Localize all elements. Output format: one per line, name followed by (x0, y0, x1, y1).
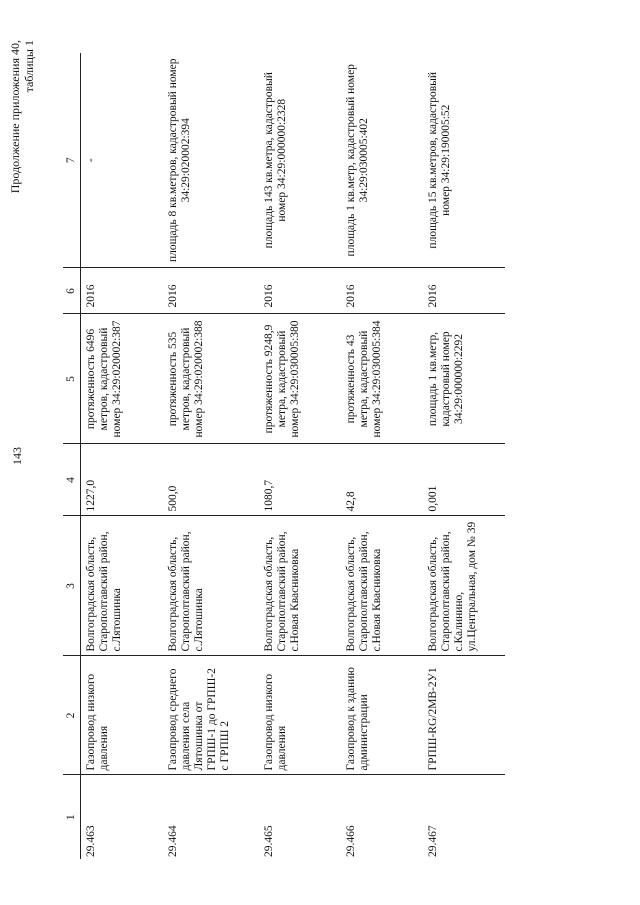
column-header: 6 (63, 268, 81, 314)
year-cell: 2016 (423, 268, 505, 314)
row-number-cell: 29.464 (167, 825, 179, 857)
object-name-cell: Газопровод низкого давления (81, 656, 164, 775)
address-cell: Волгоградская область, Старополтавский район, с.Новая Квасниковка (341, 516, 423, 656)
note-cell: площадь 1 кв.метр, кадастровый номер 34:29:030005:402 (341, 53, 423, 268)
value-cell: 1080,7 (259, 444, 341, 516)
row-number-cell: 29.466 (345, 825, 357, 857)
value-cell: 1227,0 (81, 444, 164, 516)
note-cell: площадь 15 кв.метров, кадастровый номер 34:29:190005:52 (423, 53, 505, 268)
characteristics-cell: протяженность 6496 метров, кадастровый номер 34:29:020002:387 (81, 314, 164, 444)
value-cell: 0,001 (423, 444, 505, 516)
row-number-cell: 29.463 (85, 825, 97, 857)
object-name-cell: ГРПШ-RG/2МВ-2У1 (423, 656, 505, 775)
characteristics-cell: протяженность 535 метров, кадастровый номер 34:29:020002:388 (163, 314, 259, 444)
column-number-row (63, 53, 81, 859)
year-cell: 2016 (259, 268, 341, 314)
address-cell: Волгоградская область, Старополтавский район, с.Новая Квасниковка (259, 516, 341, 656)
value-cell: 500,0 (163, 444, 259, 516)
column-header: 2 (63, 656, 81, 775)
address-cell: Волгоградская область, Старополтавский район, с.Калинино, ул.Центральная, дом № 39 (423, 516, 505, 656)
page-number: 143 (10, 447, 24, 465)
column-header: 7 (63, 53, 81, 268)
column-header: 1 (63, 775, 81, 859)
row-number-cell: 29.465 (263, 825, 275, 857)
column-header: 5 (63, 314, 81, 444)
value-cell: 42,8 (341, 444, 423, 516)
property-table (63, 53, 505, 859)
note-cell: - (81, 53, 164, 268)
object-name-cell: Газопровод низкого давления (259, 656, 341, 775)
table-row (423, 53, 505, 859)
row-number-cell: 29.467 (427, 825, 439, 857)
object-name-cell: Газопровод к зданию администрации (341, 656, 423, 775)
characteristics-cell: площадь 1 кв.метр, кадастровый номер 34:29:000000:2292 (423, 314, 505, 444)
year-cell: 2016 (341, 268, 423, 314)
note-cell: площадь 8 кв.метров, кадастровый номер 34:29:020002:394 (163, 53, 259, 268)
table-row (341, 53, 423, 859)
note-cell: площадь 143 кв.метра, кадастровый номер 34:29:000000:2328 (259, 53, 341, 268)
continuation-line-1: Продолжение приложения 40, (8, 40, 22, 194)
table-row (163, 53, 259, 859)
address-cell: Волгоградская область, Старополтавский район, с.Лятошинка (81, 516, 164, 656)
year-cell: 2016 (163, 268, 259, 314)
column-header: 4 (63, 444, 81, 516)
address-cell: Волгоградская область, Старополтавский район, с.Лятошинка (163, 516, 259, 656)
year-cell: 2016 (81, 268, 164, 314)
characteristics-cell: протяженность 43 метра, кадастровый номер 34:29:030005:384 (341, 314, 423, 444)
continuation-header (8, 40, 36, 193)
table-row (259, 53, 341, 859)
continuation-line-2: таблицы 1 (22, 40, 36, 93)
table-row (81, 53, 164, 859)
column-header: 3 (63, 516, 81, 656)
characteristics-cell: протяженность 9248,9 метра, кадастровый номер 34:29:030005:380 (259, 314, 341, 444)
object-name-cell: Газопровод среднего давления села Лятошинка от ГРПШ-1 до ГРПШ-2 с ГРПШ 2 (163, 656, 259, 775)
